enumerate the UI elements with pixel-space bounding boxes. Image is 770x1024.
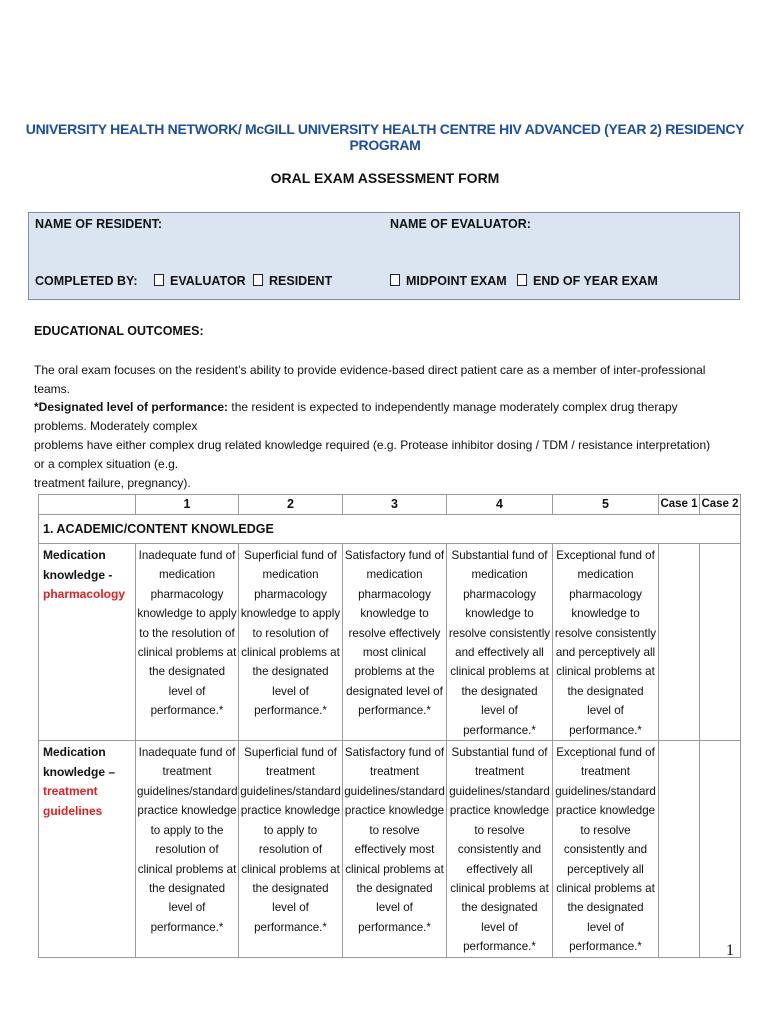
case-1-score-cell[interactable] <box>659 741 700 957</box>
designated-label: *Designated level of performance: <box>34 400 229 414</box>
case-2-score-cell[interactable] <box>700 544 741 741</box>
option-midpoint-exam-label: MIDPOINT EXAM <box>406 274 507 288</box>
completed-by-label: COMPLETED BY: <box>35 274 138 288</box>
case-2-score-cell[interactable] <box>700 741 741 957</box>
rubric-table <box>38 494 741 958</box>
designated-level-paragraph <box>34 398 720 493</box>
case-1-header: Case 1 <box>659 495 700 515</box>
evaluator-name-label: NAME OF EVALUATOR: <box>390 217 531 231</box>
criterion-label: Medication knowledge - <box>43 548 113 582</box>
page-number: 1 <box>726 942 734 959</box>
level-2-header: 2 <box>239 495 343 515</box>
criterion-topic: pharmacology <box>43 587 126 601</box>
checkbox-icon[interactable] <box>517 274 527 286</box>
level-4-header: 4 <box>447 495 553 515</box>
info-box <box>28 212 740 300</box>
criterion-pharmacology <box>39 544 136 741</box>
criterion-topic: treatment guidelines <box>43 784 103 818</box>
option-evaluator-label: EVALUATOR <box>170 274 246 288</box>
level-5-description: Exceptional fund of medication pharmacology knowledge to resolve consistently and perceptively all clinical problems at the designated level of performance.* <box>553 544 659 741</box>
option-resident[interactable] <box>253 274 332 288</box>
designated-line-3: treatment failure, pregnancy). <box>34 476 191 490</box>
level-1-description: Inadequate fund of medication pharmacology knowledge to apply to the resolution of clinical problems at the designated level of performance.* <box>136 544 239 741</box>
designated-line-2: problems have either complex drug related knowledge required (e.g. Protease inhibitor dosing / TDM / resistance interpretation) or a complex situation (e.g. <box>34 438 711 471</box>
checkbox-icon[interactable] <box>253 274 263 286</box>
section-title: 1. ACADEMIC/CONTENT KNOWLEDGE <box>39 515 741 544</box>
section-row <box>39 515 741 544</box>
rubric-header-row <box>39 495 741 515</box>
checkbox-icon[interactable] <box>154 274 164 286</box>
level-3-header: 3 <box>343 495 447 515</box>
level-4-description: Substantial fund of treatment guidelines/standard practice knowledge to resolve consistently and effectively all clinical problems at the designated level of performance.* <box>447 741 553 957</box>
table-row <box>39 544 741 741</box>
designated-text-1: the resident is expected to independently manage moderately complex drug therapy problems. Moderately complex <box>34 400 678 433</box>
level-2-description: Superficial fund of treatment guidelines/standard practice knowledge to apply to resolution of clinical problems at the designated level of performance.* <box>239 741 343 957</box>
designated-line-1 <box>34 398 720 436</box>
level-5-header: 5 <box>553 495 659 515</box>
educational-outcomes-heading: EDUCATIONAL OUTCOMES: <box>34 324 204 338</box>
table-row <box>39 741 741 957</box>
level-3-description: Satisfactory fund of treatment guidelines/standard practice knowledge to resolve effectively most clinical problems at the designated level of performance.* <box>343 741 447 957</box>
level-1-description: Inadequate fund of treatment guidelines/standard practice knowledge to apply to the resolution of clinical problems at the designated level of performance.* <box>136 741 239 957</box>
level-5-description: Exceptional fund of treatment guidelines/standard practice knowledge to resolve consistently and perceptively all clinical problems at the designated level of performance.* <box>553 741 659 957</box>
checkbox-icon[interactable] <box>390 274 400 286</box>
level-1-header: 1 <box>136 495 239 515</box>
level-3-description: Satisfactory fund of medication pharmacology knowledge to resolve effectively most clinical problems at the designated level of performance.* <box>343 544 447 741</box>
option-end-of-year-exam[interactable] <box>517 274 658 288</box>
option-resident-label: RESIDENT <box>269 274 333 288</box>
form-title: ORAL EXAM ASSESSMENT FORM <box>270 170 500 186</box>
outcomes-intro: The oral exam focuses on the resident’s ability to provide evidence-based direct patient care as a member of inter-professional teams. <box>34 363 706 396</box>
level-2-description: Superficial fund of medication pharmacology knowledge to apply to resolution of clinical problems at the designated level of performance.* <box>239 544 343 741</box>
criterion-header <box>39 495 136 515</box>
criterion-label: Medication knowledge – <box>43 745 116 779</box>
option-evaluator[interactable] <box>154 274 246 288</box>
program-header: UNIVERSITY HEALTH NETWORK/ McGILL UNIVERSITY HEALTH CENTRE HIV ADVANCED (YEAR 2) RESIDENCY PROGRAM <box>25 121 745 153</box>
case-1-score-cell[interactable] <box>659 544 700 741</box>
criterion-treatment-guidelines <box>39 741 136 957</box>
option-end-of-year-exam-label: END OF YEAR EXAM <box>533 274 658 288</box>
resident-name-label: NAME OF RESIDENT: <box>35 217 163 231</box>
option-midpoint-exam[interactable] <box>390 274 507 288</box>
level-4-description: Substantial fund of medication pharmacology knowledge to resolve consistently and effectively all clinical problems at the designated level of performance.* <box>447 544 553 741</box>
case-2-header: Case 2 <box>700 495 741 515</box>
